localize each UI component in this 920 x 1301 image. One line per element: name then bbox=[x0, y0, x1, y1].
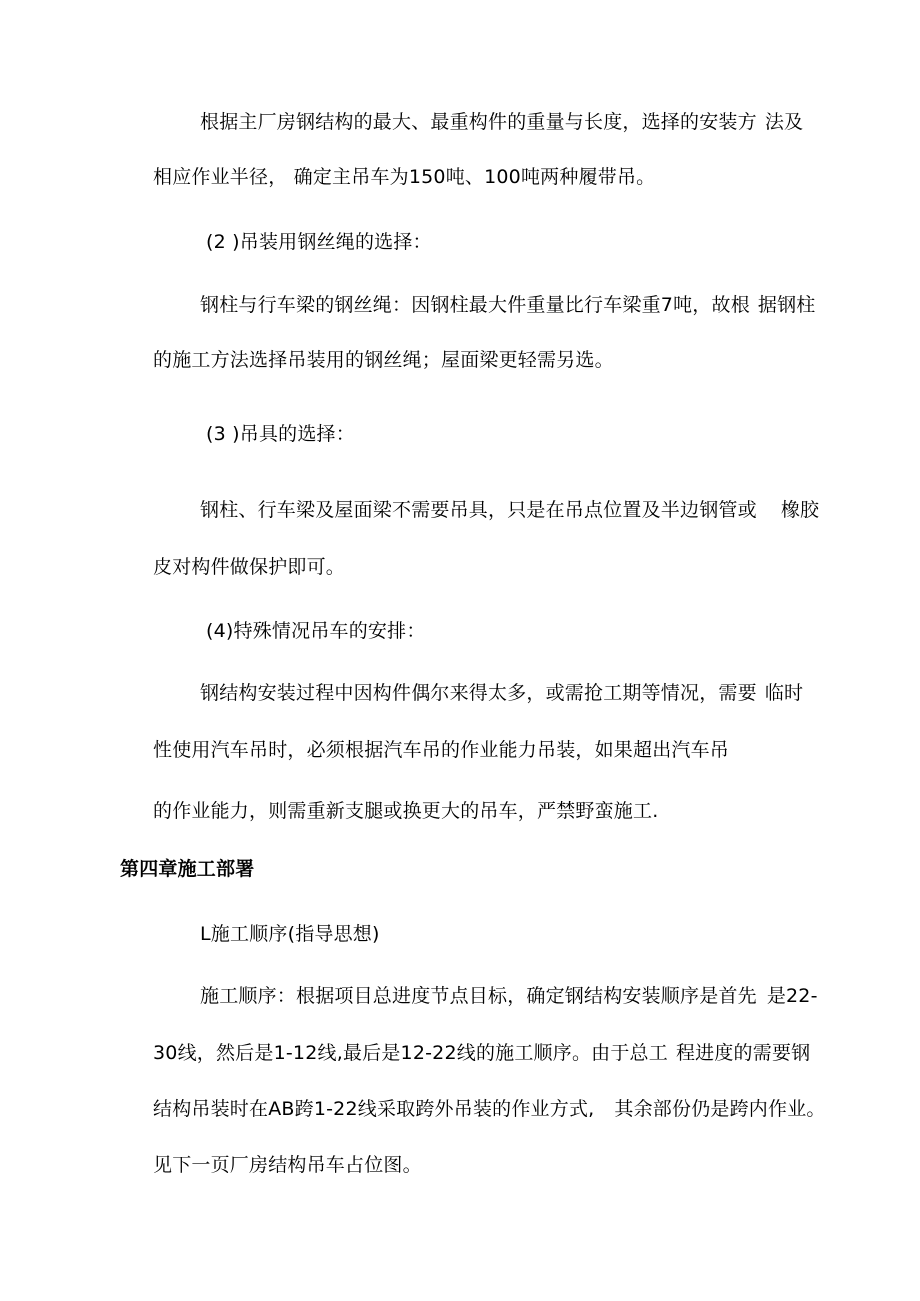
paragraph-line bbox=[200, 498, 819, 522]
paragraph-line bbox=[153, 1041, 810, 1065]
line-text: 30线，然后是1-12线,最后是12-22线的施工顺序。由于总工 bbox=[153, 1042, 668, 1064]
chapter-heading bbox=[120, 857, 254, 881]
paragraph-line bbox=[153, 1097, 826, 1121]
section-subheading bbox=[206, 230, 432, 254]
paragraph-line bbox=[153, 799, 658, 823]
line-text: (2 )吊装用钢丝绳的选择： bbox=[206, 231, 432, 253]
line-text: 的施工方法选择吊装用的钢丝绳；屋面梁更轻需另选。 bbox=[153, 349, 614, 371]
section-subheading bbox=[206, 619, 426, 643]
line-text: 程进度的需要钢 bbox=[675, 1042, 811, 1064]
paragraph-line bbox=[153, 555, 345, 579]
section-subheading bbox=[206, 422, 355, 446]
line-text: 性使用汽车吊时，必须根据汽车吊的作业能力吊装，如果超出汽车吊 bbox=[153, 739, 730, 761]
line-text: 法及 bbox=[764, 111, 804, 133]
line-text: 皮对构件做保护即可。 bbox=[153, 556, 346, 578]
paragraph-line bbox=[153, 165, 655, 189]
line-text: 钢柱、行车梁及屋面梁不需要吊具，只是在吊点位置及半边钢管或 bbox=[200, 499, 757, 521]
line-text: 第四章施工部署 bbox=[120, 858, 255, 880]
line-text: 相应作业半径， 确定主吊车为150吨、100吨两种履带吊。 bbox=[153, 166, 656, 188]
line-text: 橡胶 bbox=[780, 499, 820, 521]
line-text: 是22- bbox=[766, 985, 818, 1007]
line-text: 钢柱与行车梁的钢丝绳：因钢柱最大件重量比行车梁重7吨，故根 bbox=[200, 294, 750, 316]
line-text: (4)特殊情况吊车的安排： bbox=[206, 620, 426, 642]
paragraph-line bbox=[200, 110, 803, 134]
paragraph-line bbox=[200, 293, 816, 317]
line-text: 据钢柱 bbox=[757, 294, 816, 316]
paragraph-line bbox=[153, 1153, 422, 1177]
line-text: 钢结构安装过程中因构件偶尔来得太多，或需抢工期等情况，需要 bbox=[200, 682, 757, 704]
line-text: 根据主厂房钢结构的最大、最重构件的重量与长度，选择的安装方 bbox=[200, 111, 757, 133]
line-text: 的作业能力，则需重新支腿或换更大的吊车，严禁野蛮施工. bbox=[153, 800, 659, 822]
paragraph-line bbox=[153, 348, 614, 372]
line-text: 施工顺序：根据项目总进度节点目标，确定钢结构安装顺序是首先 bbox=[200, 985, 757, 1007]
line-text: 其余部份仍是跨内作业。 bbox=[614, 1098, 826, 1120]
line-text: (3 )吊具的选择： bbox=[206, 423, 355, 445]
section-subheading bbox=[200, 922, 380, 946]
paragraph-line bbox=[200, 681, 803, 705]
line-text: 临时 bbox=[764, 682, 804, 704]
line-text: L施工顺序(指导思想) bbox=[200, 923, 380, 945]
paragraph-line bbox=[153, 738, 729, 762]
line-text: 见下一页厂房结构吊车占位图。 bbox=[153, 1154, 422, 1176]
line-text: 结构吊装时在AB跨1-22线采取跨外吊装的作业方式, bbox=[153, 1098, 595, 1120]
paragraph-line bbox=[200, 984, 818, 1008]
